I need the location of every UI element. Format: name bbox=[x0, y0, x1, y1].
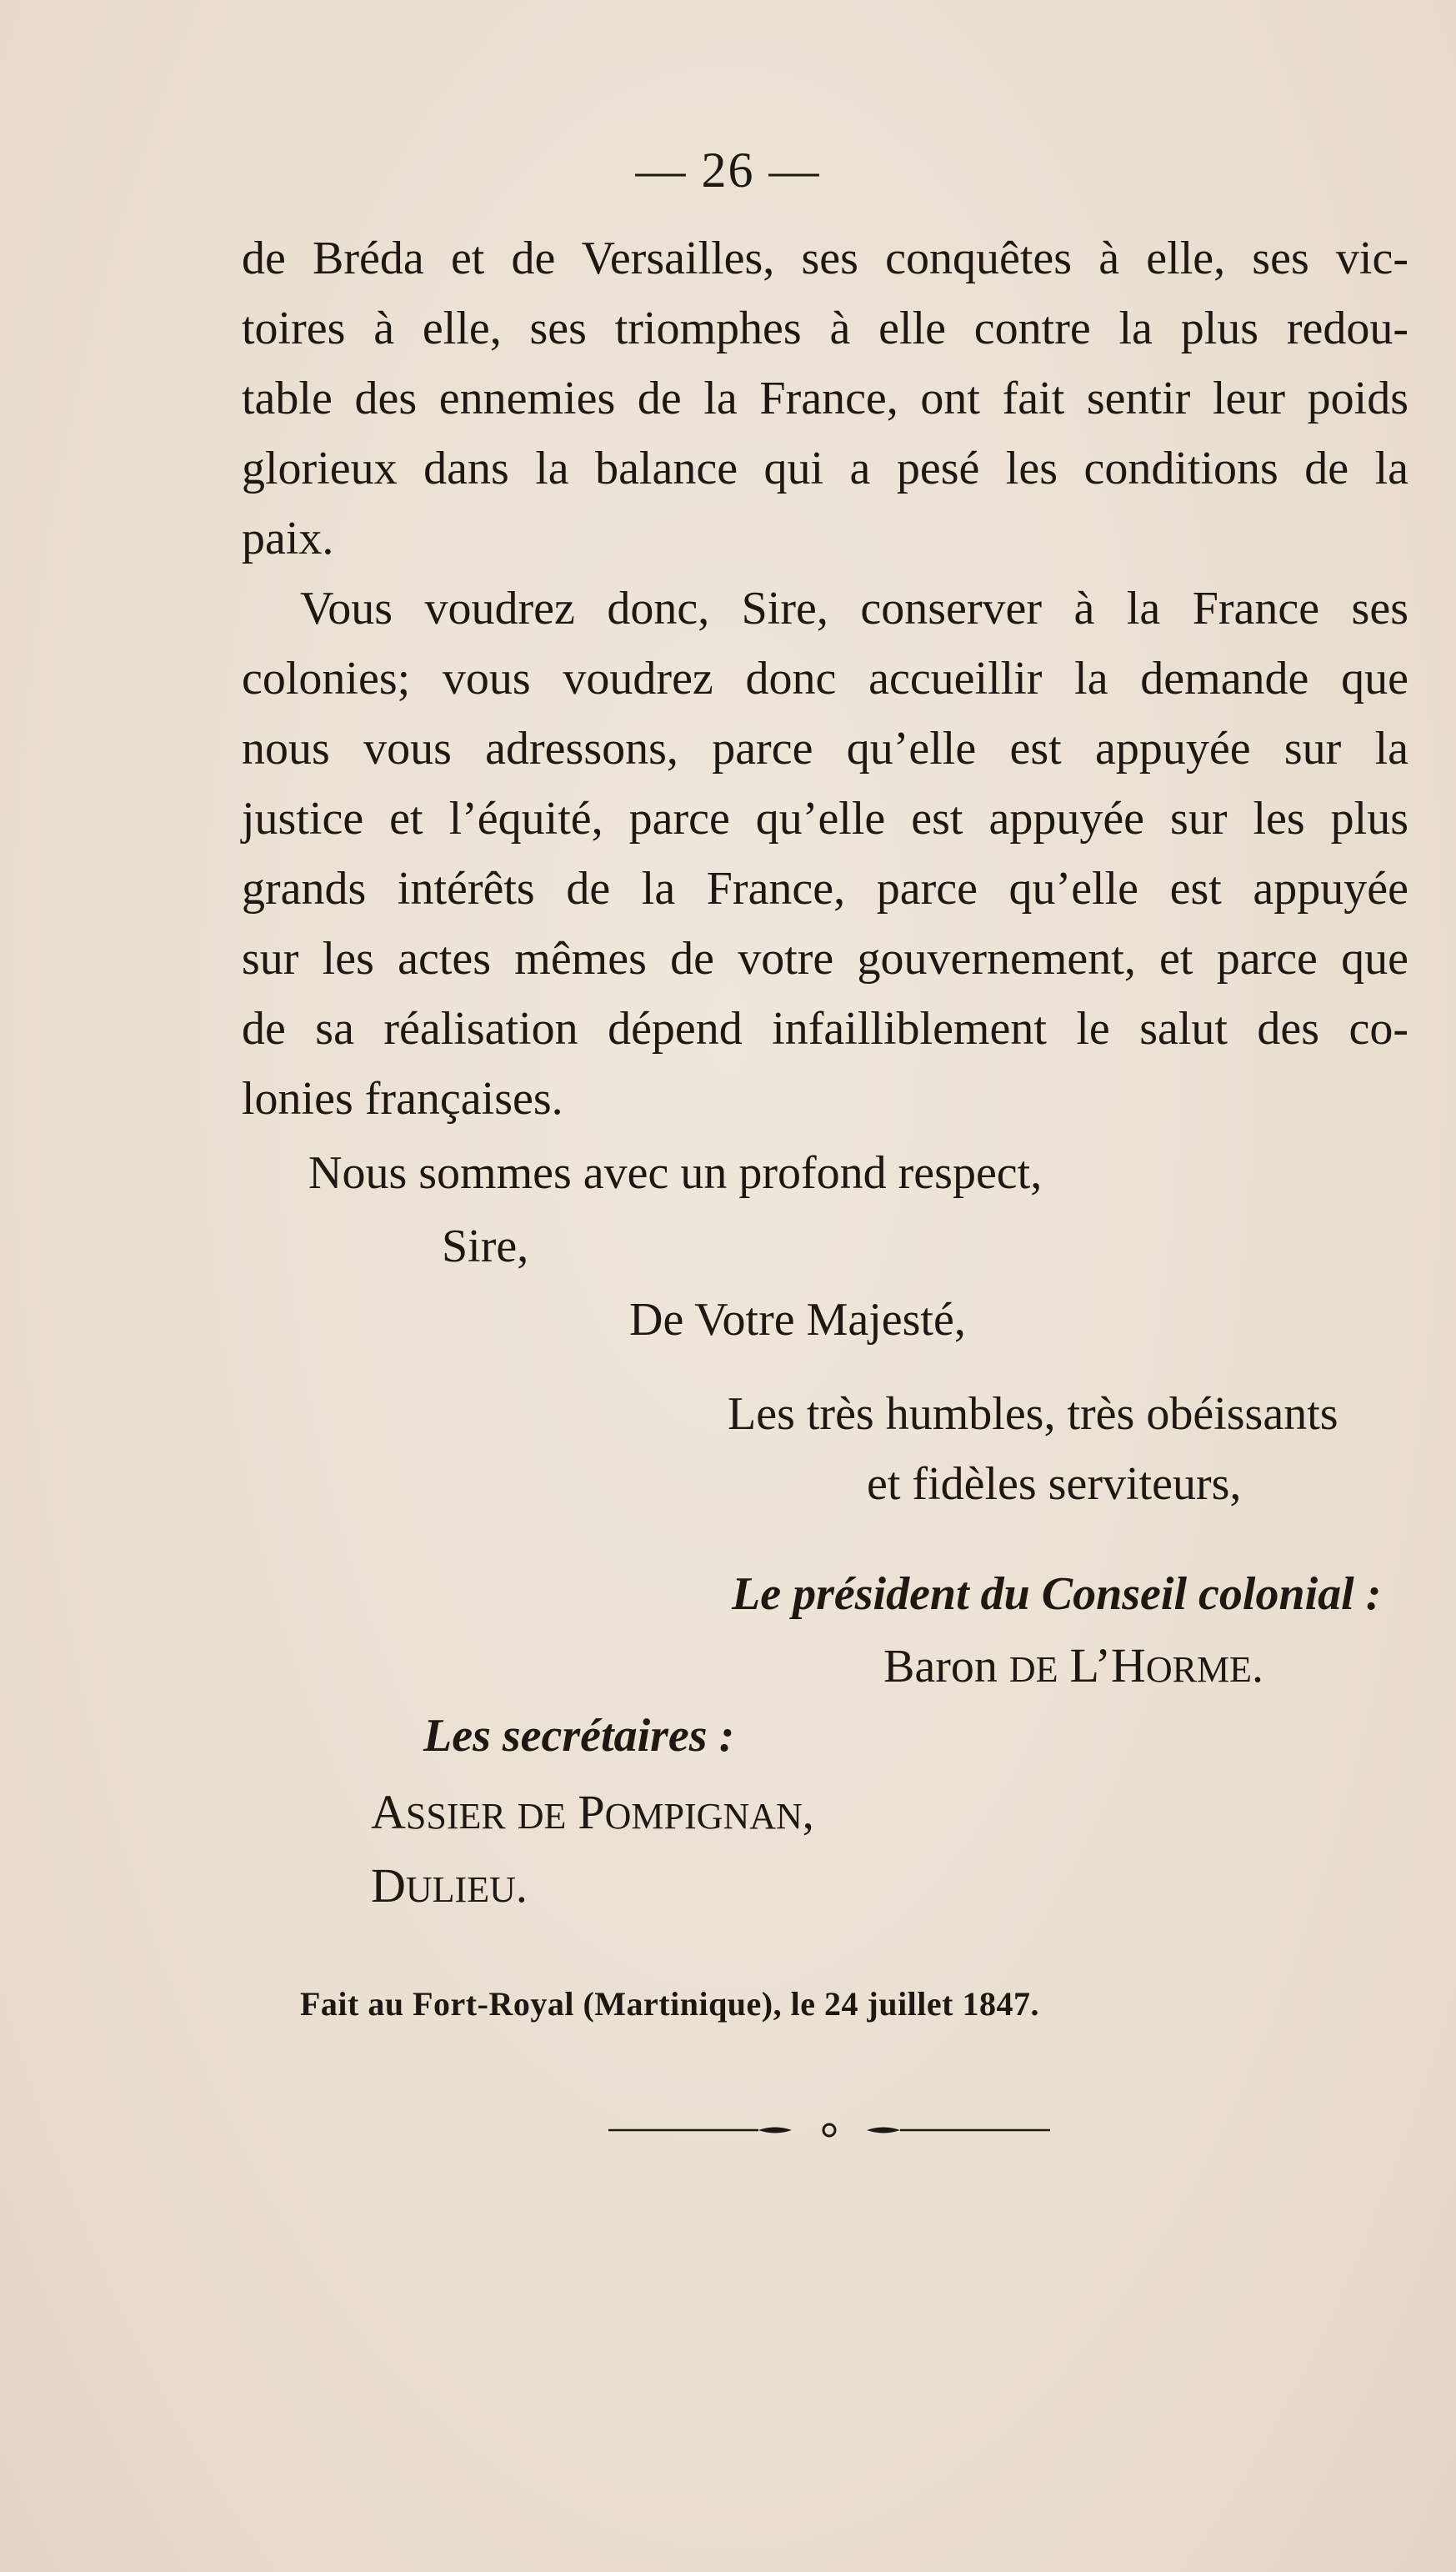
closing-humble: Les très humbles, très obéissants bbox=[728, 1388, 1338, 1440]
name-part: ORME bbox=[1145, 1649, 1252, 1690]
name-part: OMPIGNAN bbox=[604, 1796, 803, 1837]
secretaries-title: Les secrétaires : bbox=[423, 1710, 735, 1762]
closing-respect: Nous sommes avec un profond respect, bbox=[308, 1147, 1043, 1199]
name-part: Baron bbox=[883, 1641, 998, 1692]
name-part: P bbox=[578, 1785, 605, 1839]
body-text bbox=[242, 223, 1408, 1134]
name-part: . bbox=[515, 1861, 528, 1913]
text-line: colonies; vous voudrez donc accueillir la demande que bbox=[242, 653, 1408, 704]
closing-majesty: De Votre Majesté, bbox=[629, 1294, 966, 1346]
name-part: D bbox=[371, 1858, 406, 1913]
page-number: — 26 — bbox=[635, 143, 821, 198]
text-line: Vous voudrez donc, Sire, conserver à la France ses bbox=[300, 583, 1408, 634]
text-line: toires à elle, ses triomphes à elle contre la plus redou- bbox=[242, 303, 1408, 354]
name-part: DE bbox=[517, 1796, 567, 1837]
text-line: de Bréda et de Versailles, ses conquêtes à elle, ses vic- bbox=[242, 233, 1408, 284]
text-line: grands intérêts de la France, parce qu’elle est appuyée bbox=[242, 863, 1408, 915]
name-part: , bbox=[802, 1787, 814, 1839]
name-part: SSIER bbox=[405, 1796, 506, 1837]
text-line: glorieux dans la balance qui a pesé les conditions de la bbox=[242, 443, 1408, 494]
secretary-2 bbox=[371, 1858, 528, 1913]
text-line: paix. bbox=[242, 513, 334, 564]
ornament-divider bbox=[608, 2118, 1050, 2143]
text-line: de sa réalisation dépend infailliblement le salut des co- bbox=[242, 1003, 1408, 1055]
text-line: lonies françaises. bbox=[242, 1073, 563, 1125]
name-part: ULIEU bbox=[405, 1869, 516, 1910]
text-line: table des ennemies de la France, ont fait sentir leur poids bbox=[242, 373, 1408, 424]
secretary-1 bbox=[371, 1784, 814, 1840]
ornament-leaf-left bbox=[758, 2128, 792, 2133]
name-part: A bbox=[371, 1785, 406, 1839]
name-part: DE bbox=[1008, 1649, 1058, 1690]
closing-sire: Sire, bbox=[442, 1221, 529, 1272]
president-title: Le président du Conseil colonial : bbox=[732, 1568, 1382, 1620]
ornament-center bbox=[823, 2124, 835, 2136]
name-part: L’H bbox=[1069, 1638, 1146, 1692]
text-line: justice et l’équité, parce qu’elle est appuyée sur les plus bbox=[242, 793, 1408, 845]
name-part: . bbox=[1251, 1641, 1263, 1692]
president-name bbox=[883, 1637, 1263, 1693]
place-date: Fait au Fort-Royal (Martinique), le 24 juillet 1847. bbox=[300, 1985, 1039, 2023]
text-line: nous vous adressons, parce qu’elle est appuyée sur la bbox=[242, 723, 1408, 775]
closing-servants: et fidèles serviteurs, bbox=[867, 1458, 1242, 1510]
ornament-leaf-right bbox=[867, 2128, 900, 2133]
text-line: sur les actes mêmes de votre gouvernement, et parce que bbox=[242, 933, 1408, 985]
